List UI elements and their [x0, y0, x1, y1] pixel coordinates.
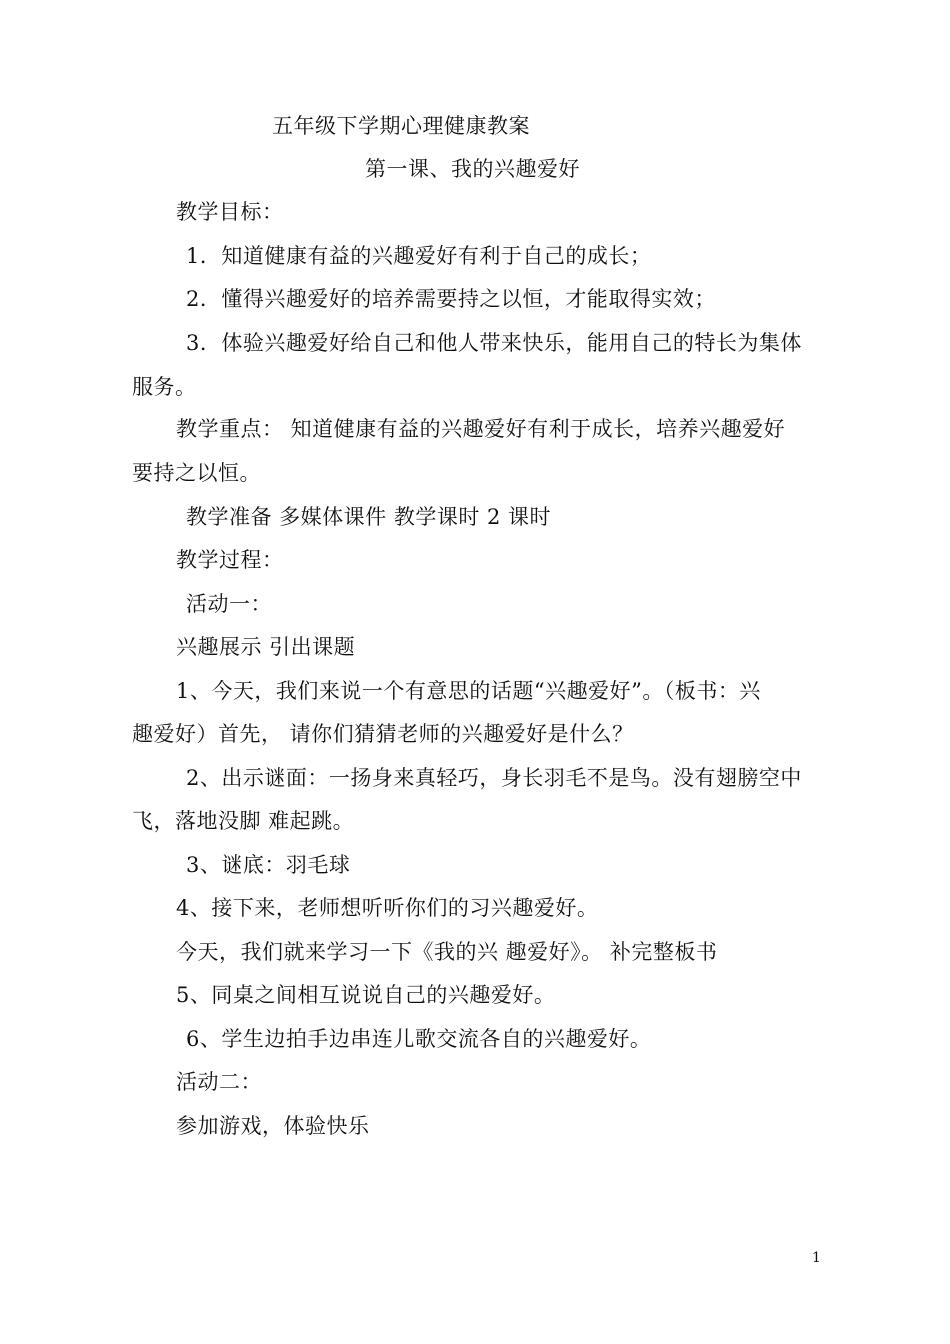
goal-item-3-line-1: 3．体验兴趣爱好给自己和他人带来快乐，能用自己的特长为集体 [186, 331, 802, 355]
step-2-line-1: 2、出示谜面：一扬身来真轻巧，身长羽毛不是鸟。没有翅膀空中 [186, 766, 802, 790]
step-3: 3、谜底：羽毛球 [186, 853, 351, 877]
step-2-line-2: 飞，落地没脚 难起跳。 [132, 809, 355, 833]
document-title: 五年级下学期心理健康教案 [272, 114, 530, 138]
process-heading: 教学过程： [176, 548, 284, 572]
step-4: 4、接下来，老师想听听你们的习兴趣爱好。 [176, 896, 599, 920]
activity-2-heading: 活动二： [176, 1070, 262, 1094]
preparation-line: 教学准备 多媒体课件 教学课时 2 课时 [186, 505, 552, 529]
goals-heading: 教学目标： [176, 200, 284, 224]
step-6: 6、学生边拍手边串连儿歌交流各自的兴趣爱好。 [186, 1027, 652, 1051]
step-1-line-2: 趣爱好）首先， 请你们猜猜老师的兴趣爱好是什么？ [132, 722, 634, 746]
activity-1-title: 兴趣展示 引出课题 [176, 635, 356, 659]
lesson-title: 第一课、我的兴趣爱好 [365, 157, 580, 181]
step-5: 5、同桌之间相互说说自己的兴趣爱好。 [176, 983, 556, 1007]
activity-2-title: 参加游戏，体验快乐 [176, 1114, 370, 1138]
key-points-line-2: 要持之以恒。 [132, 461, 261, 485]
step-4-continuation: 今天，我们就来学习一下《我的兴 趣爱好》。 补完整板书 [176, 940, 718, 964]
goal-item-2: 2．懂得兴趣爱好的培养需要持之以恒，才能取得实效； [186, 287, 716, 311]
goal-item-1: 1．知道健康有益的兴趣爱好有利于自己的成长； [186, 244, 652, 268]
page-number: 1 [812, 1250, 821, 1266]
step-1-line-1: 1、今天，我们来说一个有意思的话题“兴趣爱好”。（板书：兴 [176, 679, 761, 703]
activity-1-heading: 活动一： [186, 592, 272, 616]
key-points-line-1: 教学重点： 知道健康有益的兴趣爱好有利于成长，培养兴趣爱好 [176, 417, 786, 441]
goal-item-3-line-2: 服务。 [132, 375, 197, 399]
